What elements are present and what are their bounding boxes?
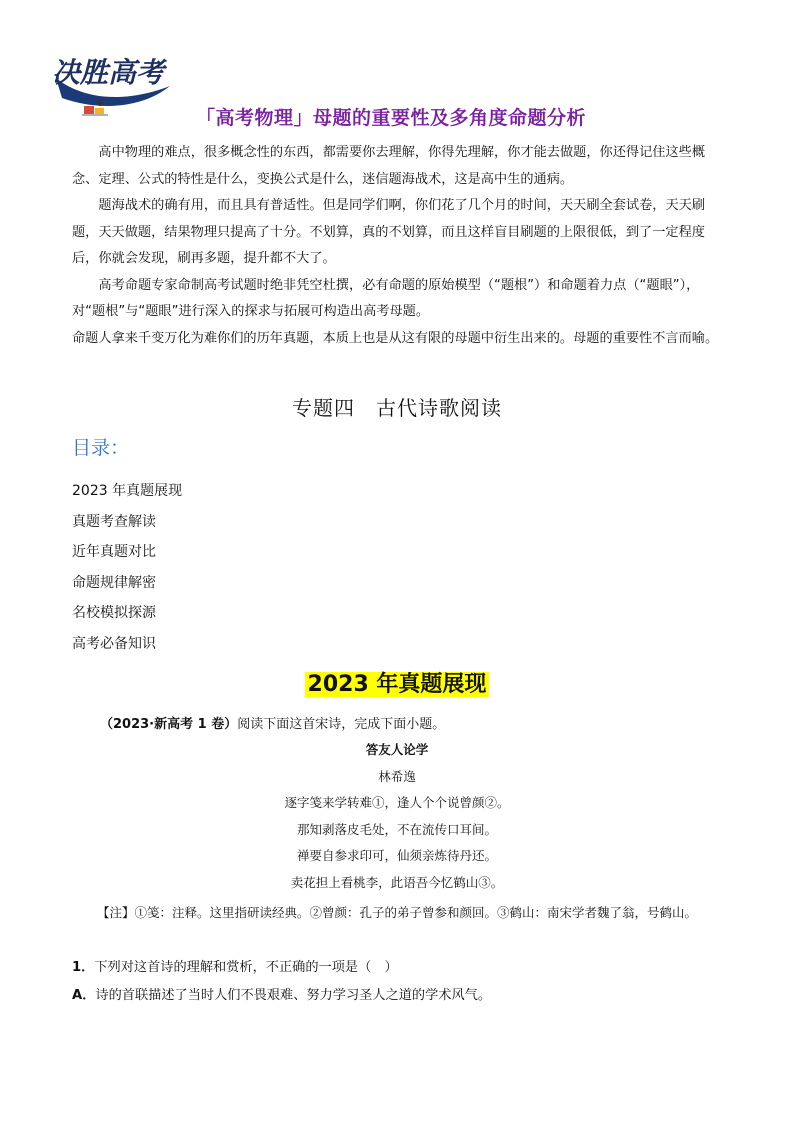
question-1-number: 1． [72, 960, 95, 975]
option-a-label: A． [72, 988, 96, 1003]
poem-line: 禅要自参求印可，仙须亲炼待丹还。 [296, 848, 497, 863]
question-1 [72, 956, 398, 975]
section-heading-highlight: 2023 年真题展现 [305, 672, 490, 697]
toc-heading: 目录： [72, 437, 130, 459]
poem [0, 737, 794, 896]
intro-paragraph-1: 高中物理的难点，很多概念性的东西，都需要你去理解，你得先理解，你才能去做题，你还得记住这些概念、定理、公式的特性是什么，变换公式是什么，迷信题海战术，这是高中生的通病。 [72, 145, 706, 187]
poem-author: 林希逸 [378, 768, 416, 784]
intro-text [72, 140, 724, 352]
poem-line: 卖花担上看桃李，此语吾今忆鹤山③。 [290, 874, 504, 890]
option-a[interactable] [72, 984, 491, 1003]
intro-paragraph-3: 高考命题专家命制高考试题时绝非凭空杜撰，必有命题的原始模型（“题根”）和命题着力点（“题眼”），对“题根”与“题眼”进行深入的探求与拓展可构造出高考母题。 [72, 277, 700, 319]
toc-list [72, 476, 182, 659]
intro-paragraph-4: 命题人拿来千变万化为难你们的历年真题，本质上也是从这有限的母题中衍生出来的。母题的重要性不言而喻。 [72, 330, 719, 346]
logo-graphic [48, 48, 178, 126]
question-prompt: 阅读下面这首宋诗，完成下面小题。 [237, 717, 446, 732]
toc-item[interactable]: 名校模拟探源 [72, 605, 156, 621]
page-title: 「高考物理」母题的重要性及多角度命题分析 [196, 107, 587, 129]
toc-item[interactable]: 真题考查解读 [72, 513, 156, 530]
question-1-text: 下列对这首诗的理解和赏析，不正确的一项是（ ） [94, 960, 398, 975]
question-source: （2023·新高考 1 卷） [100, 717, 238, 732]
topic-title: 专题四 古代诗歌阅读 [292, 396, 502, 420]
toc-item[interactable]: 近年真题对比 [72, 544, 156, 560]
poem-note: 【注】①笺：注释。这里指研读经典。②曾颜：孔子的弟子曾参和颜回。③鹤山：南宋学者魏了翁，号鹤山。 [97, 905, 698, 920]
toc-item[interactable]: 高考必备知识 [72, 635, 156, 652]
intro-paragraph-2: 题海战术的确有用，而且具有普适性。但是同学们啊，你们花了几个月的时间，天天刷全套试卷，天天刷题，天天做题，结果物理只提高了十分。不划算，真的不划算，而且这样盲目刷题的上限很低，到了一定程度后，你就会发现，刷再多题，提升都不大了。 [72, 198, 706, 266]
logo [48, 48, 178, 126]
option-a-text: 诗的首联描述了当时人们不畏艰难、努力学习圣人之道的学术风气。 [95, 988, 492, 1003]
section-heading [0, 668, 794, 702]
logo-text: 决胜高考 [52, 56, 165, 89]
poem-line: 那知剥落皮毛处，不在流传口耳间。 [296, 821, 497, 837]
poem-line: 逐字笺来学转难①，逢人个个说曾颜②。 [284, 795, 510, 810]
toc-item[interactable]: 2023 年真题展现 [72, 483, 183, 499]
poem-title: 答友人论学 [365, 742, 429, 757]
toc-item[interactable]: 命题规律解密 [72, 574, 156, 591]
question-intro [100, 713, 445, 732]
